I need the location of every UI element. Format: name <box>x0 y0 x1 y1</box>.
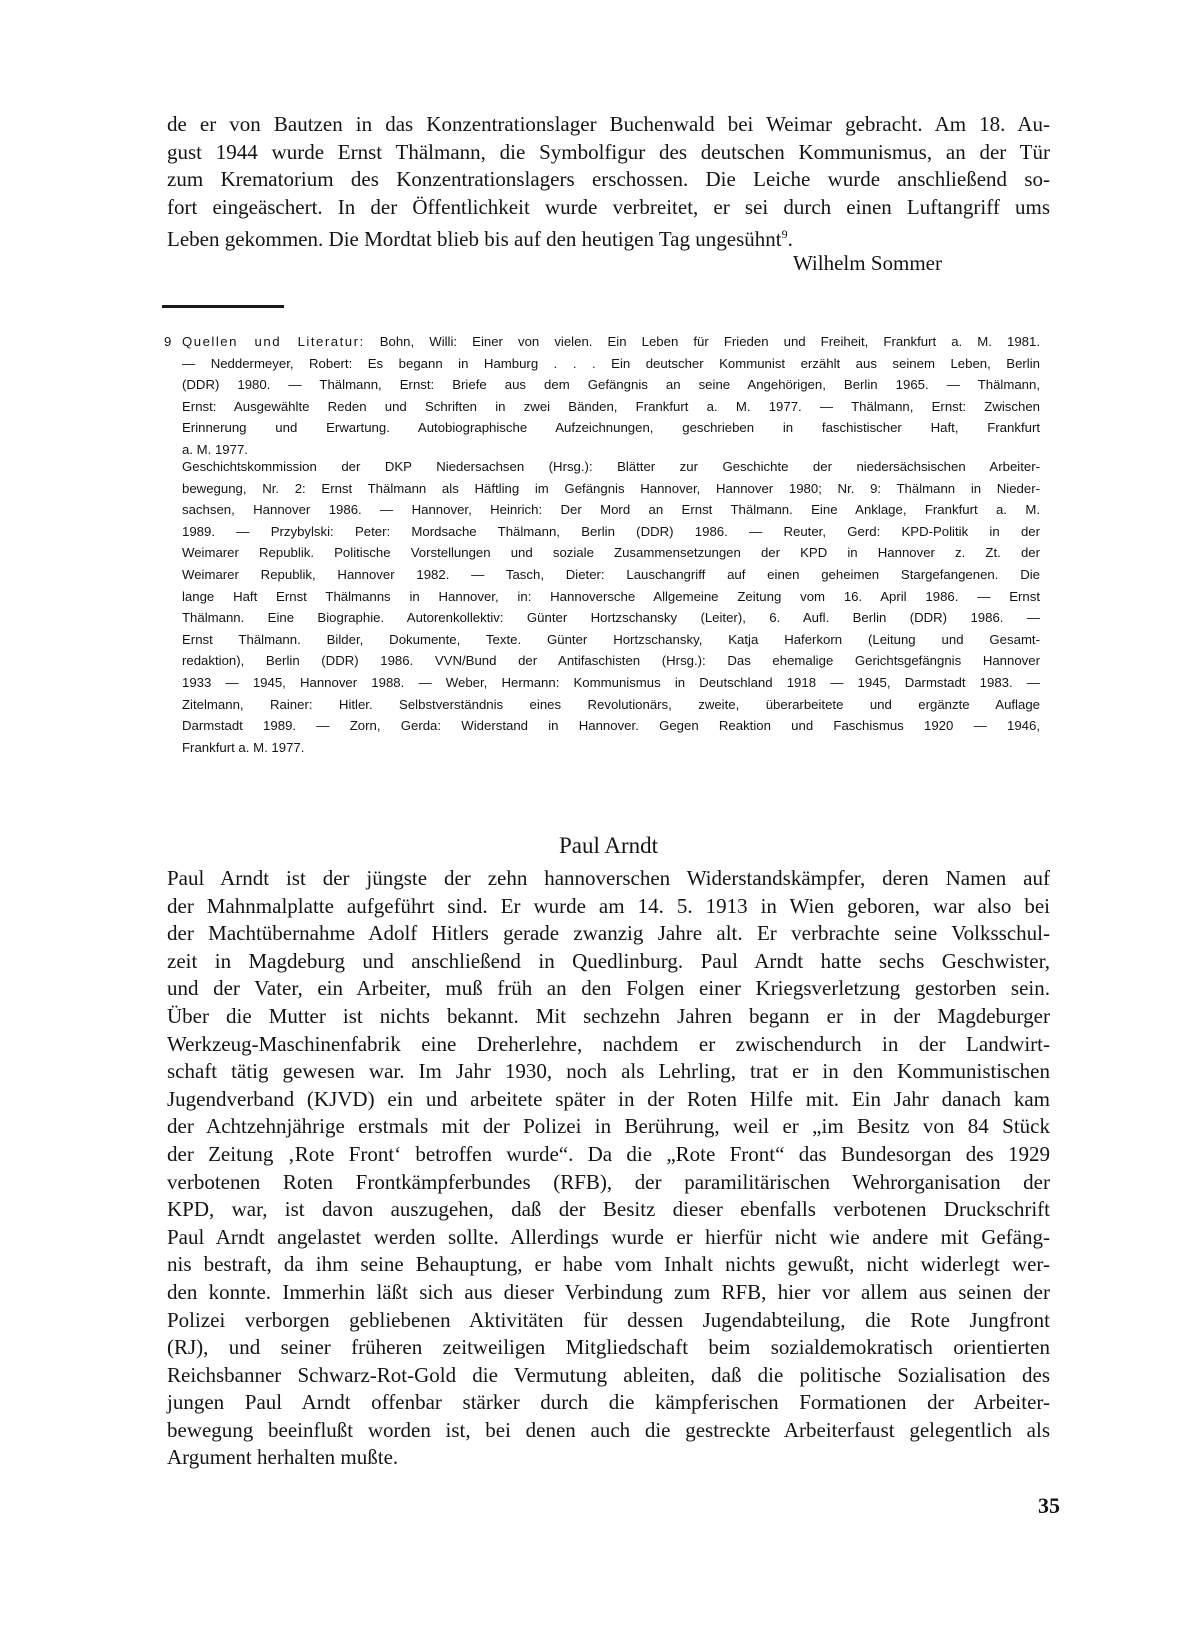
footnote-label: Quellen und Literatur: <box>182 334 365 349</box>
footnote-divider <box>162 305 284 308</box>
footnote-line: — Neddermeyer, Robert: Es begann in Hamburg . . . Ein deutscher Kommunist erzählt aus seinem Leben, Berlin <box>182 355 1040 371</box>
footnote-marker: 9 <box>781 227 788 242</box>
footnote-line-content: Bohn, Willi: Einer von vielen. Ein Leben für Frieden und Freiheit, Frankfurt a. M. 1981. <box>379 334 1040 349</box>
footnote-line: Geschichtskommission der DKP Niedersachsen (Hrsg.): Blätter zur Geschichte der niedersächsischen Arbeiter- <box>182 459 1040 474</box>
footnote-line: Weimarer Republik. Politische Vorstellungen und soziale Zusammensetzungen der KPD in Hannover z. Zt. der <box>182 545 1040 561</box>
footnote-line: lange Haft Ernst Thälmanns in Hannover, in: Hannoversche Allgemeine Zeitung vom 16. April 1986. — Ernst <box>182 588 1040 604</box>
previous-article-closing-paragraph <box>167 111 1050 254</box>
section-body-paragraph <box>167 865 1050 1472</box>
text-line-content: Leben gekommen. Die Mordtat blieb bis auf den heutigen Tag ungesühnt <box>167 227 782 252</box>
text-line: zeit in Magdeburg und anschließend in Quedlinburg. Paul Arndt hatte sechs Geschwister, <box>167 948 1050 973</box>
footnote-line: redaktion), Berlin (DDR) 1986. VVN/Bund der Antifaschisten (Hrsg.): Das ehemalige Gerichtsgefängnis Hannover <box>182 653 1040 669</box>
text-line: verbotenen Roten Frontkämpferbundes (RFB), der paramilitärischen Wehrorganisation der <box>167 1169 1050 1194</box>
footnote-line: Darmstadt 1989. — Zorn, Gerda: Widerstand in Hannover. Gegen Reaktion und Faschismus 1920 — 1946, <box>182 718 1040 734</box>
text-line: der Machtübernahme Adolf Hitlers gerade zwanzig Jahre alt. Er verbrachte seine Volksschul- <box>167 921 1050 946</box>
text-line: KPD, war, ist davon auszugehen, daß der Besitz dieser ebenfalls verbotenen Druckschrift <box>167 1197 1050 1222</box>
footnote-line: Ernst: Ausgewählte Reden und Schriften in zwei Bänden, Frankfurt a. M. 1977. — Thälmann, Ernst: Zwischen <box>182 398 1040 414</box>
text-line: den konnte. Immerhin läßt sich aus dieser Verbindung zum RFB, hier vor allem aus seinen der <box>167 1279 1050 1304</box>
footnote-line: Frankfurt a. M. 1977. <box>182 739 305 755</box>
page-number: 35 <box>1038 1493 1060 1518</box>
text-line: Paul Arndt ist der jüngste der zehn hannoverschen Widerstandskämpfer, deren Namen auf <box>167 866 1050 890</box>
text-line: der Achtzehnjährige erstmals mit der Polizei in Berührung, weil er „im Besitz von 84 Stück <box>167 1114 1050 1139</box>
footnote-line: Weimarer Republik, Hannover 1982. — Tasch, Dieter: Lauschangriff auf einen geheimen Stargefangenen. Die <box>182 566 1040 582</box>
footnote-line: (DDR) 1980. — Thälmann, Ernst: Briefe aus dem Gefängnis an seine Angehörigen, Berlin 1965. — Thälmann, <box>182 377 1040 393</box>
footnote-line: Thälmann. Eine Biographie. Autorenkollektiv: Günter Hortzschansky (Leiter), 6. Aufl. Berlin (DDR) 1986. — <box>182 610 1040 626</box>
text-line: Argument herhalten mußte. <box>167 1445 399 1470</box>
text-line: der Mahnmalplatte aufgeführt sind. Er wurde am 14. 5. 1913 in Wien geboren, war also bei <box>167 893 1050 918</box>
footnote-line <box>182 331 1040 353</box>
section-title: Paul Arndt <box>558 833 659 858</box>
text-line: fort eingeäschert. In der Öffentlichkeit wurde verbreitet, er sei durch einen Luftangriff ums <box>167 194 1050 219</box>
text-line: Polizei verborgen gebliebenen Aktivitäten für dessen Jugendabteilung, die Rote Jungfront <box>167 1307 1050 1332</box>
text-line: jungen Paul Arndt offenbar stärker durch die kämpferischen Formationen der Arbeiter- <box>167 1390 1050 1415</box>
text-line: (RJ), und seiner früheren zeitweiligen Mitgliedschaft beim sozialdemokratisch orientierten <box>167 1335 1050 1360</box>
footnote-line: Zitelmann, Rainer: Hitler. Selbstverständnis eines Revolutionärs, zweite, überarbeitete und ergänzte Auflage <box>182 696 1040 712</box>
footnote-number: 9 <box>164 334 172 349</box>
footnote-line: Ernst Thälmann. Bilder, Dokumente, Texte. Günter Hortzschansky, Katja Haferkorn (Leitung und Gesamt- <box>182 631 1040 647</box>
footnote-line: 1933 — 1945, Hannover 1988. — Weber, Hermann: Kommunismus in Deutschland 1918 — 1945, Darmstadt 1983. — <box>182 674 1040 690</box>
text-line: de er von Bautzen in das Konzentrationslager Buchenwald bei Weimar gebracht. Am 18. Au- <box>167 112 1050 136</box>
footnote-line: Erinnerung und Erwartung. Autobiographische Aufzeichnungen, geschrieben in faschistischer Haft, Frankfurt <box>182 420 1040 436</box>
text-line: nis bestraft, da ihm seine Behauptung, er habe vom Inhalt nichts gewußt, nicht widerlegt wer- <box>167 1252 1050 1277</box>
text-line: Werkzeug-Maschinenfabrik eine Dreherlehre, nachdem er zwischendurch in der Landwirt- <box>167 1031 1050 1056</box>
text-line: Jugendverband (KJVD) ein und arbeitete später in der Roten Hilfe mit. Ein Jahr danach kam <box>167 1086 1050 1111</box>
footnote-first-block <box>182 331 1040 461</box>
text-line: gust 1944 wurde Ernst Thälmann, die Symbolfigur des deutschen Kommunismus, an der Tür <box>167 139 1050 164</box>
footnote-second-block <box>182 456 1040 758</box>
footnote-line: a. M. 1977. <box>182 441 248 457</box>
text-line: zum Krematorium des Konzentrationslagers erschossen. Die Leiche wurde anschließend so- <box>167 167 1050 192</box>
sentence-end: . <box>787 227 793 252</box>
footnote-line: 1989. — Przybylski: Peter: Mordsache Thälmann, Berlin (DDR) 1986. — Reuter, Gerd: KPD-Politik in der <box>182 523 1040 539</box>
text-line: und der Vater, ein Arbeiter, muß früh an den Folgen einer Kriegsverletzung gestorben sein. <box>167 976 1050 1001</box>
text-line: Reichsbanner Schwarz-Rot-Gold die Vermutung ableiten, daß die politische Sozialisation des <box>167 1362 1050 1387</box>
author-signature: Wilhelm Sommer <box>792 251 942 275</box>
text-line: Über die Mutter ist nichts bekannt. Mit sechzehn Jahren begann er in der Magdeburger <box>167 1003 1050 1028</box>
text-line: bewegung beeinflußt worden ist, bei denen auch die gestreckte Arbeiterfaust gelegentlich als <box>167 1417 1050 1442</box>
text-line: Paul Arndt angelastet werden sollte. Allerdings wurde er hierfür nicht wie andere mit Gefäng- <box>167 1224 1050 1249</box>
text-line: schaft tätig gewesen war. Im Jahr 1930, noch als Lehrling, trat er in den Kommunistischen <box>167 1059 1050 1084</box>
text-line: der Zeitung ‚Rote Front‘ betroffen wurde“. Da die „Rote Front“ das Bundesorgan des 1929 <box>167 1141 1050 1166</box>
footnote-line: sachsen, Hannover 1986. — Hannover, Heinrich: Der Mord an Ernst Thälmann. Eine Anklage, Frankfurt a. M. <box>182 502 1040 518</box>
footnote-line: bewegung, Nr. 2: Ernst Thälmann als Häftling im Gefängnis Hannover, Hannover 1980; Nr. 9: Thälmann in Nieder- <box>182 480 1040 496</box>
